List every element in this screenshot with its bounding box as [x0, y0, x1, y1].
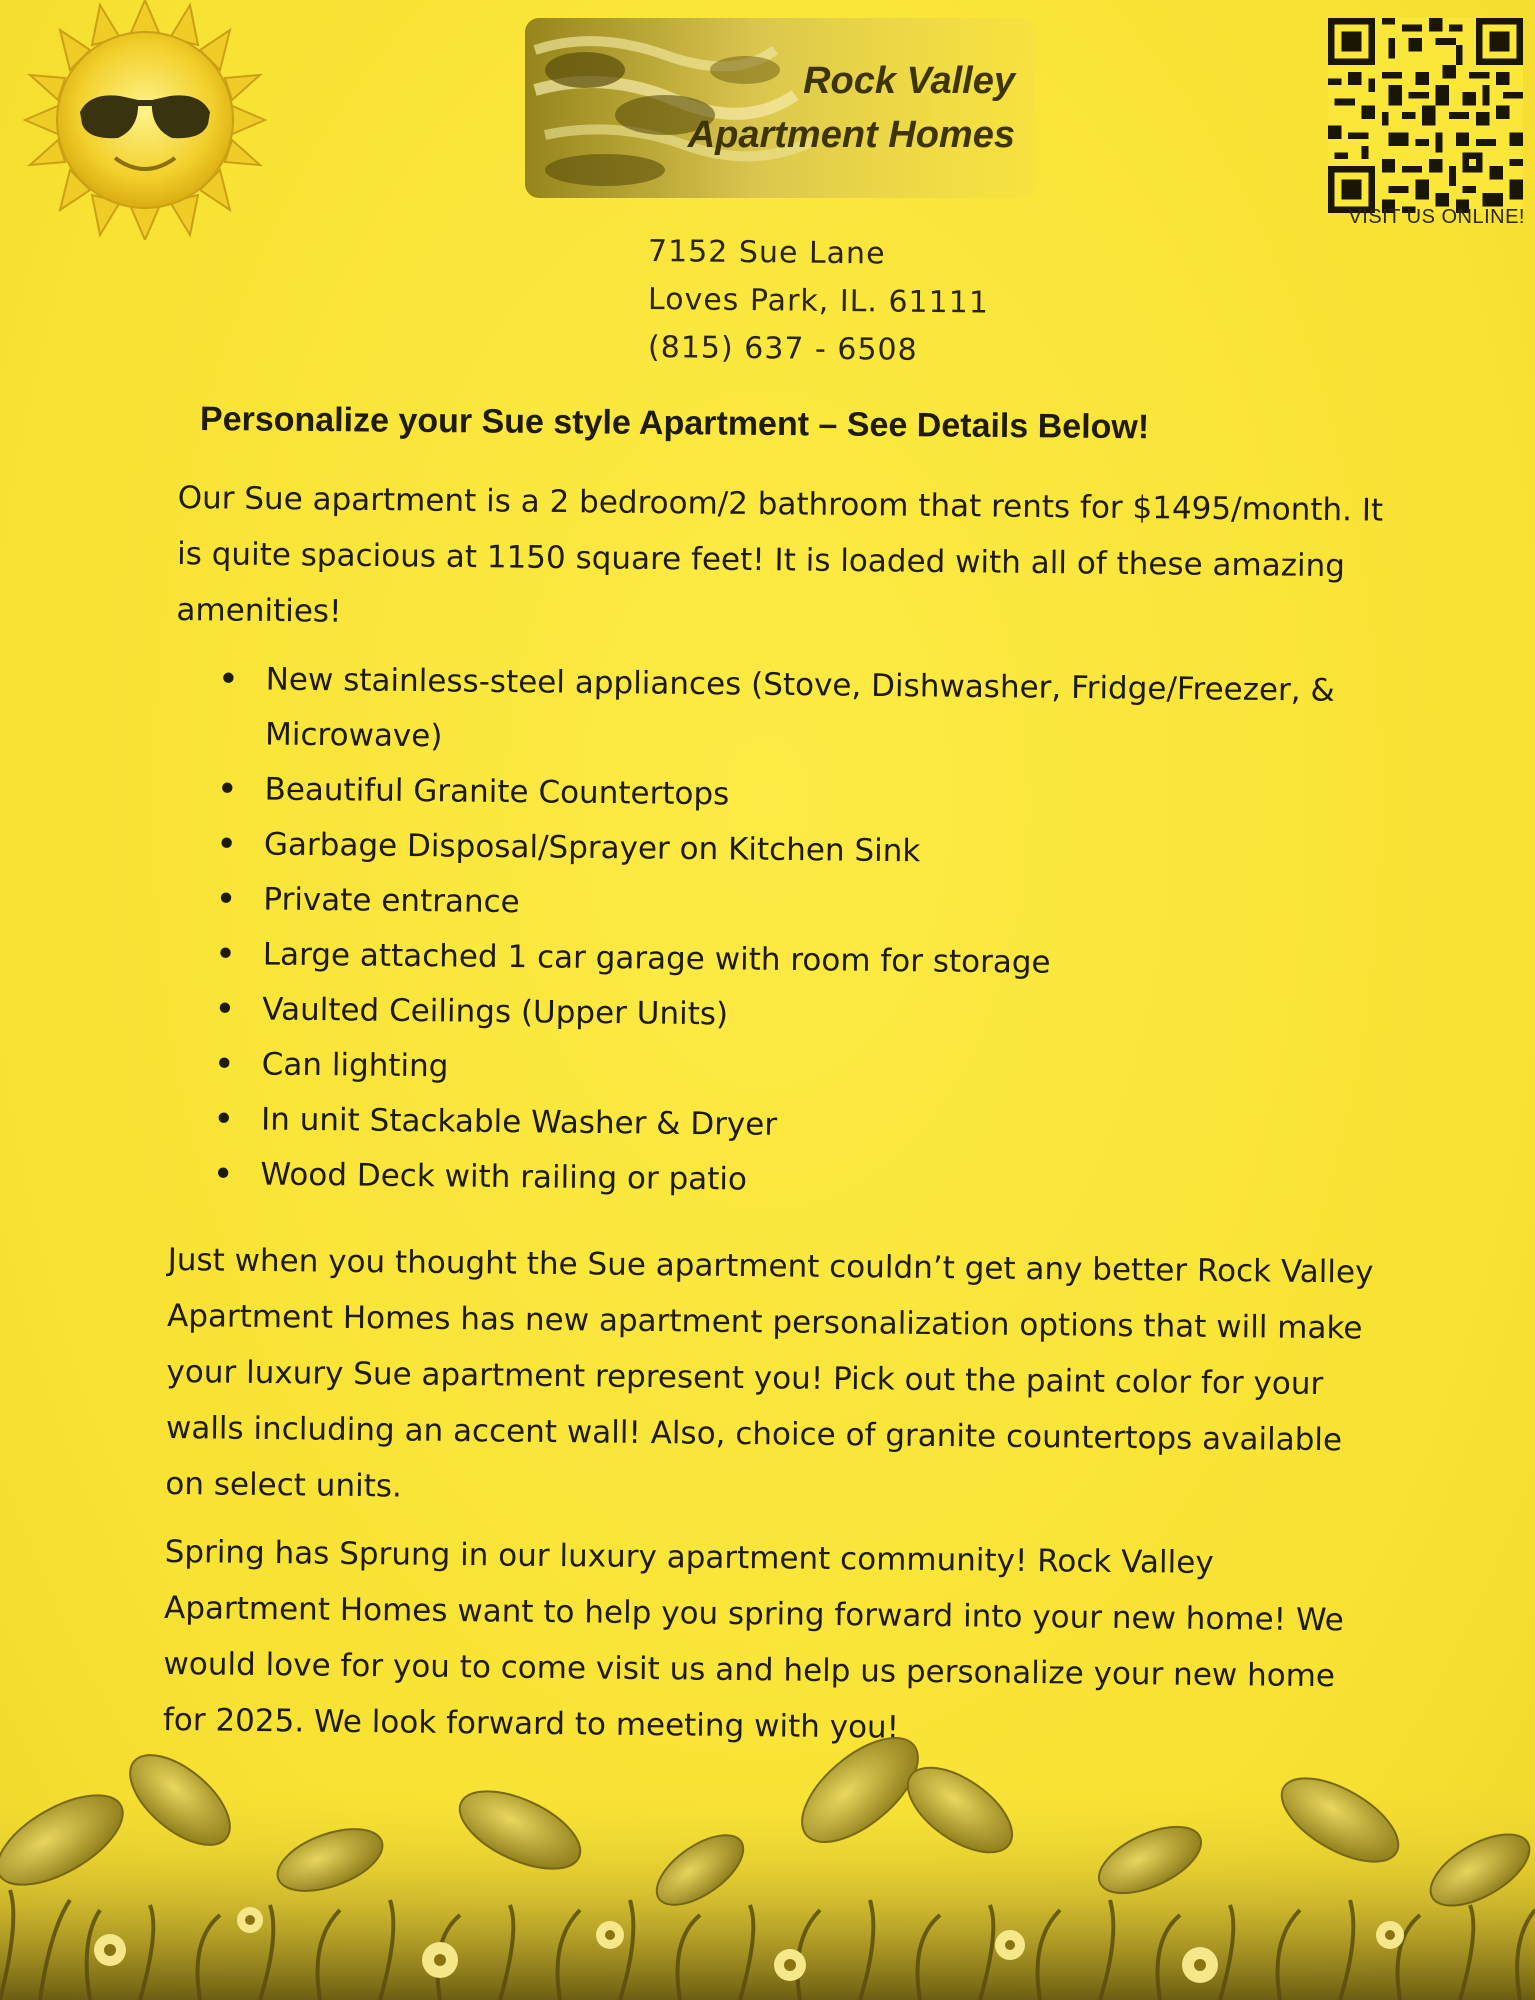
page-headline: Personalize your Sue style Apartment – See Details Below!	[199, 400, 1150, 447]
spring-paragraph: Spring has Sprung in our luxury apartment community! Rock Valley Apartment Homes want to help you spring forward into your new home! We would love for you to come visit us and help us personalize your new home for 2025. We look forward to meeting with you!	[162, 1533, 1345, 1746]
leaves-and-flowers-decoration	[0, 1720, 1535, 2000]
qr-caption: VISIT US ONLINE!	[1348, 206, 1525, 228]
brand-line-1: Rock Valley	[803, 60, 1015, 102]
brand-line-2: Apartment Homes	[687, 114, 1015, 156]
qr-code-icon[interactable]	[1328, 18, 1523, 213]
street-address: 7152 Sue Lane	[647, 234, 886, 272]
phone-number: (815) 637 - 6508	[647, 330, 918, 368]
intro-paragraph: Our Sue apartment is a 2 bedroom/2 bathroom that rents for $1495/month. It is quite spacious at 1150 square feet! It is loaded with all of these amazing amenities!	[176, 479, 1384, 630]
amenity-item: • Garbage Disposal/Sprayer on Kitchen Sink	[216, 817, 1397, 884]
amenity-item: • Beautiful Granite Countertops	[216, 762, 1397, 829]
amenity-item: • Vaulted Ceilings (Upper Units)	[214, 982, 1395, 1049]
amenity-item: • Wood Deck with railing or patio	[212, 1147, 1393, 1214]
amenity-item: • New stainless-steel appliances (Stove, Dishwasher, Fridge/Freezer, & Microwave)	[217, 652, 1398, 774]
address-block	[648, 228, 989, 372]
city-state-zip: Loves Park, IL. 61111	[647, 282, 990, 321]
brand-logo	[515, 10, 1055, 205]
personalization-paragraph: Just when you thought the Sue apartment couldn’t get any better Rock Valley Apartment Homes has new apartment personalization options that will make your luxury Sue apartment represent you! Pick out the paint color for your walls including an accent wall! Also, choice of granite countertops available on select units.	[165, 1241, 1374, 1505]
sun-with-sunglasses-icon	[20, 0, 270, 240]
amenity-item: • Can lighting	[213, 1037, 1394, 1104]
amenity-item: • Private entrance	[215, 872, 1396, 939]
amenity-item: • Large attached 1 car garage with room for storage	[215, 927, 1396, 994]
amenity-item: • In unit Stackable Washer & Dryer	[213, 1092, 1394, 1159]
amenities-list	[212, 652, 1398, 1214]
